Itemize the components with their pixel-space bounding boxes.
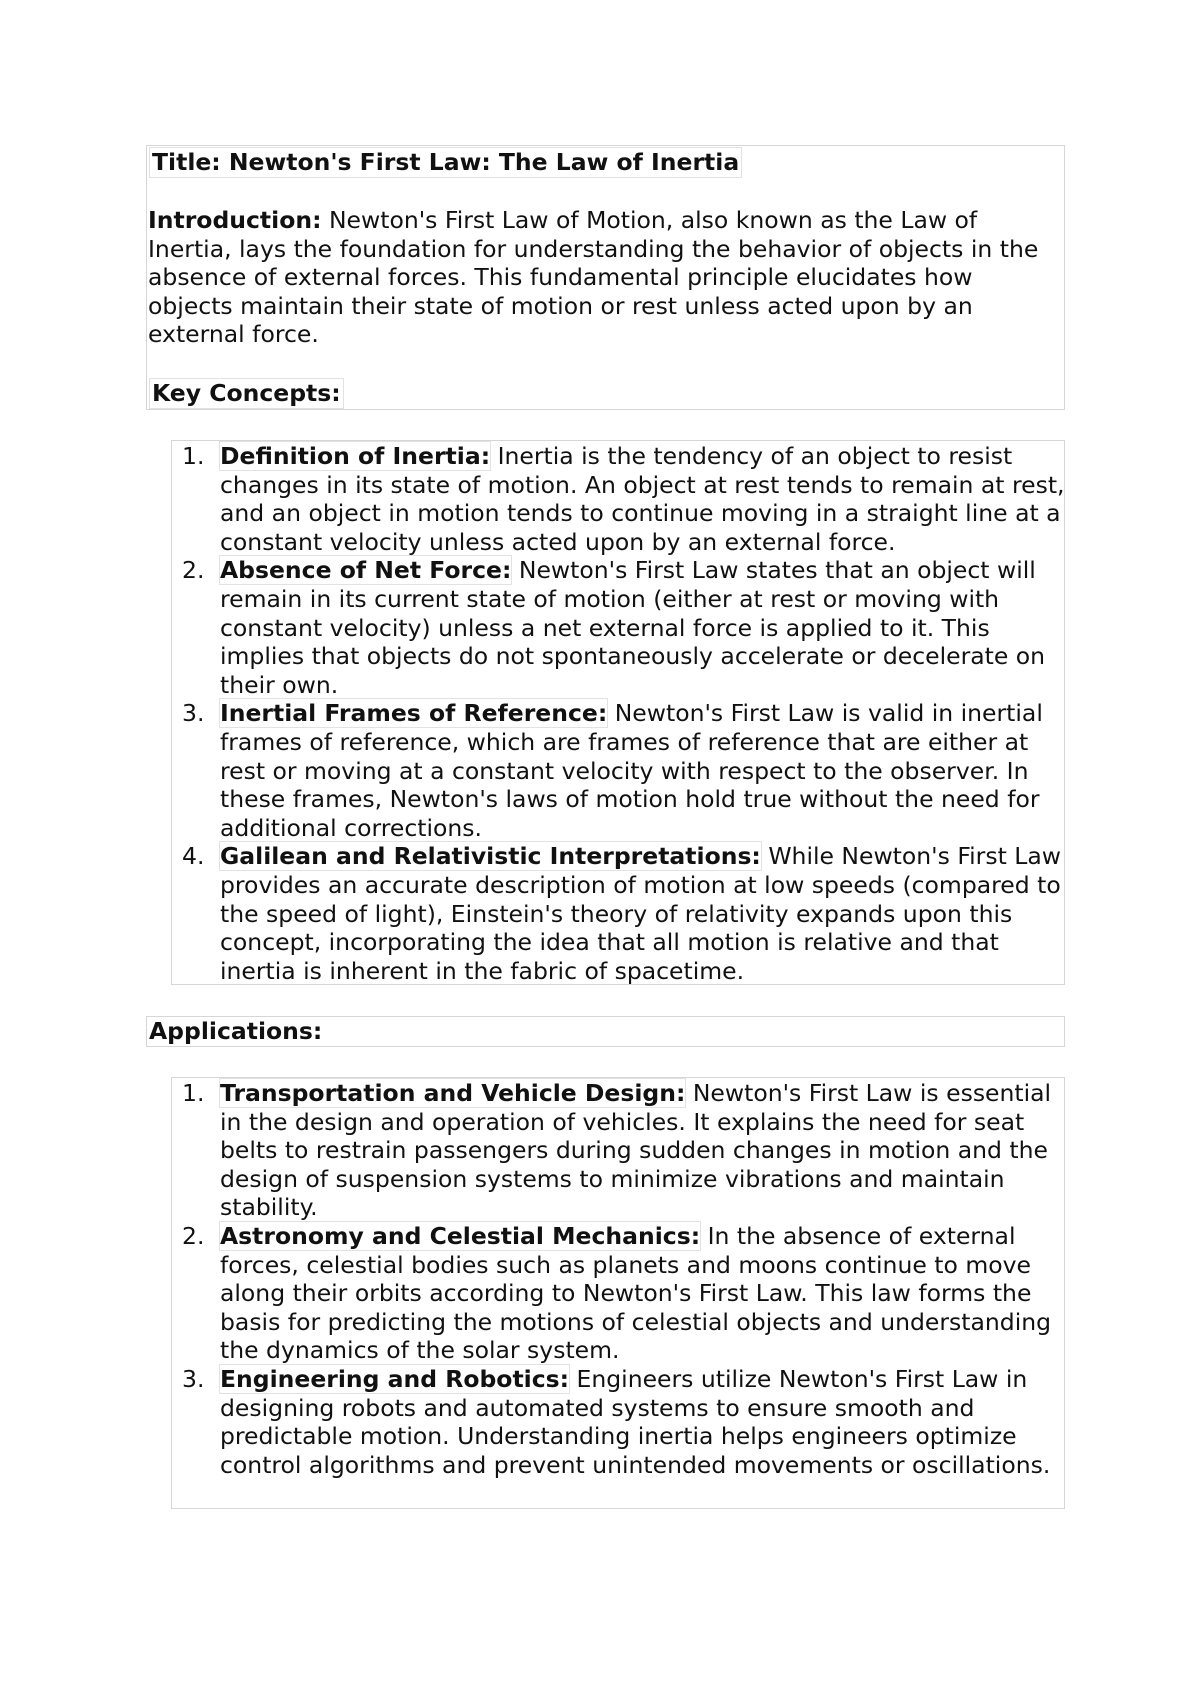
list-number: 2. <box>182 1221 205 1250</box>
list-item <box>172 842 1066 985</box>
concept-text: While Newton's First Law provides an accurate description of motion at low speeds (compared to the speed of light), Einstein's theory of relativity expands upon this concept, incorporating the idea that all motion is relative and that inertia is inherent in the fabric of spacetime. <box>220 842 1061 985</box>
list-item <box>172 556 1066 699</box>
intro-section <box>146 145 1065 410</box>
key-concepts-heading: Key Concepts: <box>149 378 344 409</box>
applications-section <box>171 1077 1065 1509</box>
application-term: Engineering and Robotics: <box>220 1364 570 1393</box>
list-number: 1. <box>182 1079 205 1107</box>
list-number: 1. <box>182 442 205 470</box>
concept-text: Newton's First Law states that an object will remain in its current state of motion (either at rest or moving with constant velocity) unless a net external force is applied to it. This implies that objects do not spontaneously accelerate or decelerate on their own. <box>220 556 1046 699</box>
concept-term: Inertial Frames of Reference: <box>220 699 608 728</box>
applications-list <box>172 1079 1066 1479</box>
introduction-body: Newton's First Law of Motion, also known as the Law of Inertia, lays the foundation for understanding the behavior of objects in the absence of external forces. This fundamental principle elucidates how objects maintain their state of motion or rest unless acted upon by an external force. <box>148 206 1039 349</box>
list-number: 2. <box>182 556 205 585</box>
application-text: Engineers utilize Newton's First Law in designing robots and automated systems to ensure smooth and predictable motion. Understanding inertia helps engineers optimize control algorithms and prevent unintended movements or oscillations. <box>220 1364 1051 1479</box>
application-text: Newton's First Law is essential in the design and operation of vehicles. It explains the need for seat belts to restrain passengers during sudden changes in motion and the design of suspension systems to minimize vibrations and maintain stability. <box>220 1079 1052 1222</box>
list-number: 4. <box>182 842 205 871</box>
list-number: 3. <box>182 699 205 728</box>
key-concepts-section <box>171 440 1065 985</box>
concept-term: Definition of Inertia: <box>220 442 491 470</box>
key-concepts-list <box>172 442 1066 985</box>
concept-text: Newton's First Law is valid in inertial frames of reference, which are frames of reference that are either at rest or moving at a constant velocity with respect to the observer. In these frames, Newton's laws of motion hold true without the need for additional corrections. <box>220 699 1043 842</box>
concept-text: Inertia is the tendency of an object to resist changes in its state of motion. An object at rest tends to remain at rest, and an object in motion tends to continue moving in a straight line at a constant velocity unless acted upon by an external force. <box>220 442 1065 556</box>
application-term: Astronomy and Celestial Mechanics: <box>220 1221 701 1250</box>
applications-heading-box <box>146 1016 1065 1047</box>
concept-term: Absence of Net Force: <box>220 556 512 585</box>
list-item <box>172 1079 1066 1222</box>
list-item <box>172 442 1066 556</box>
introduction-paragraph <box>148 206 1060 349</box>
application-text: In the absence of external forces, celestial bodies such as planets and moons continue to move along their orbits according to Newton's First Law. This law forms the basis for predicting the motions of celestial objects and understanding the dynamics of the solar system. <box>220 1221 1052 1365</box>
application-term: Transportation and Vehicle Design: <box>220 1079 686 1107</box>
concept-term: Galilean and Relativistic Interpretations: <box>220 842 761 871</box>
list-number: 3. <box>182 1364 205 1393</box>
document-title: Title: Newton's First Law: The Law of Inertia <box>149 147 742 178</box>
introduction-label: Introduction: <box>148 206 322 234</box>
list-item <box>172 699 1066 842</box>
list-item <box>172 1222 1066 1365</box>
applications-heading: Applications: <box>149 1017 323 1045</box>
list-item <box>172 1365 1066 1479</box>
